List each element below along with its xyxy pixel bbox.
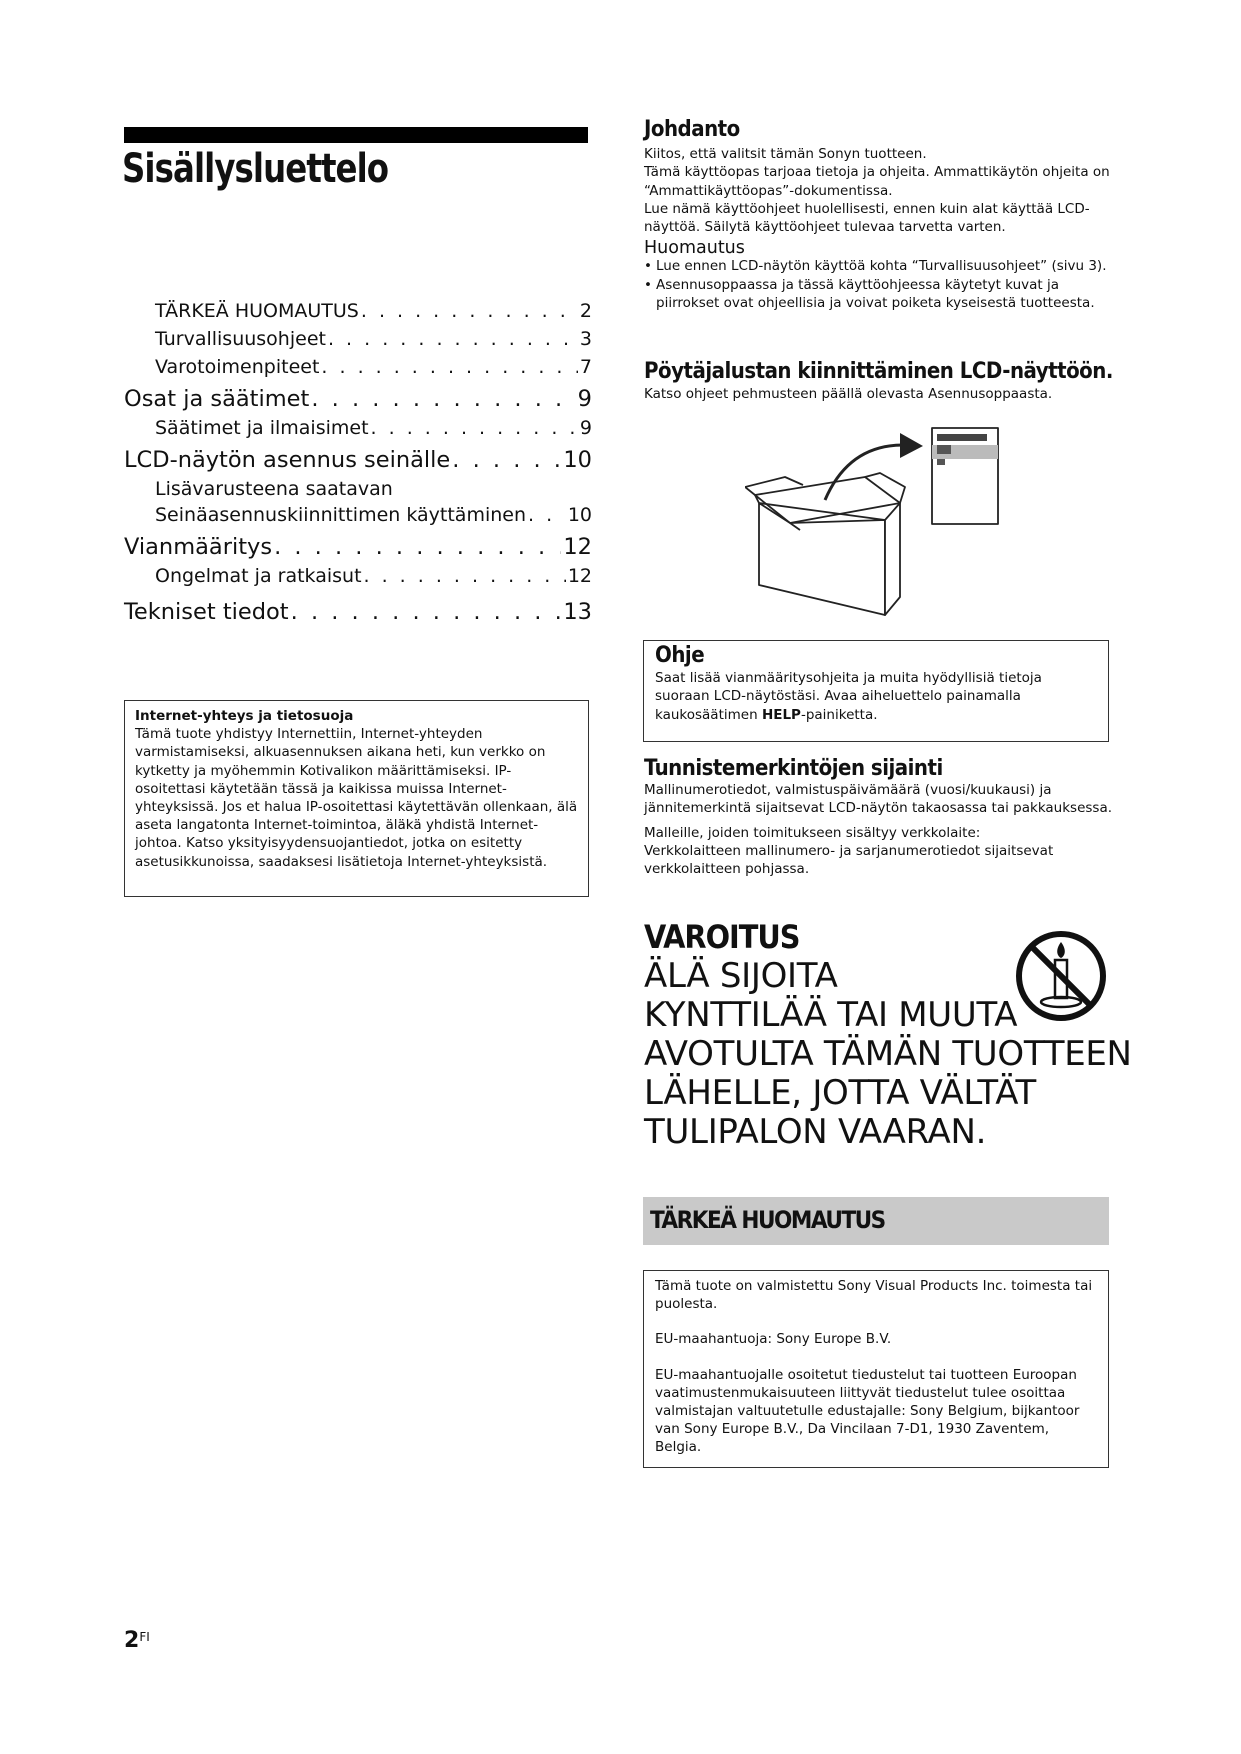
internet-privacy-box bbox=[124, 700, 589, 897]
paragraph: Verkkolaitteen mallinumero- ja sarjanumerotiedot sijaitsevat verkkolaitteen pohjassa. bbox=[644, 842, 1054, 878]
page-number: $2^{FI}$ bbox=[124, 1628, 150, 1653]
stand-section bbox=[644, 359, 1114, 403]
toc-entry[interactable]: LCD-näytön asennus seinälle . . . 10 bbox=[124, 447, 592, 478]
paragraph: Malleille, joiden toimitukseen sisältyy verkkolaite: bbox=[644, 824, 981, 841]
paragraph: EU-maahantuojalle osoitetut tiedustelut tai tuotteen Euroopan vaatimustenmukaisuuteen liittyvät tiedustelut tulee osoittaa valmistajan valtuutetulle edustajalle: Sony Belgium, bijkantoor van Sony Europe B.V., Da Vincilaan 7-D1, 1930 Zaventem, Belgia. bbox=[655, 1366, 1080, 1456]
ohje-box: Ohje Saat lisää vianmääritysohjeita ja muita hyödyllisiä tietoja suoraan LCD-näytöstäsi. Avaa aiheluettelo painamalla kaukosäätimen HELP-painiketta. bbox=[643, 640, 1109, 742]
paragraph: EU-maahantuoja: Sony Europe B.V. bbox=[655, 1331, 892, 1348]
list-item: • Asennusoppaassa ja tässä käyttöohjeessa käytetyt kuvat ja piirrokset ovat ohjeellisia ja voivat poiketa kyseisestä tuotteesta. bbox=[644, 276, 1114, 312]
warning-line: AVOTULTA TÄMÄN TUOTTEEN bbox=[644, 1034, 1132, 1074]
toc-entry[interactable]: Osat ja säätimet . . . 9 bbox=[124, 386, 592, 417]
labels-heading: Tunnistemerkintöjen sijainti bbox=[644, 756, 943, 781]
warning-line: TULIPALON VAARAN. bbox=[644, 1112, 987, 1152]
stand-heading: Pöytäjalustan kiinnittäminen LCD-näyttöön. bbox=[644, 359, 1113, 384]
box-manual-illustration bbox=[745, 425, 1005, 620]
warning-line: KYNTTILÄÄ TAI MUUTA bbox=[644, 995, 1018, 1035]
toc-entry[interactable]: Tekniset tiedot . . . 13 bbox=[124, 599, 592, 630]
internet-body: Tämä tuote yhdistyy Internettiin, Internet-yhteyden varmistamiseksi, alkuasennuksen aikana heti, kun verkko on kytketty ja myöhemmin Kotivalikon määrittämiseksi. IP-osoitettasi käytetään tässä ja kaikissa muissa Internet-yhteyksissä. Jos et halua IP-osoitettasi käytettävän ollenkaan, älä aseta langatonta Internet-toimintoa, äläkä yhdistä Internet-johtoa. Katso yksityisyydensuojantiedot, jotka on esitetty asetusikkunoissa, saadaksesi lisätietoja Internet-yhteyksistä. bbox=[135, 726, 578, 870]
table-of-contents bbox=[124, 300, 592, 630]
paragraph: Tämä käyttöopas tarjoaa tietoja ja ohjeita. Ammattikäytön ohjeita on “Ammattikäyttöopas”-dokumentissa. bbox=[644, 164, 1110, 199]
toc-entry[interactable]: Turvallisuusohjeet . . . 3 bbox=[124, 328, 592, 356]
toc-entry[interactable]: Vianmääritys . . . 12 bbox=[124, 534, 592, 565]
no-candle-icon bbox=[1015, 930, 1107, 1022]
internet-heading: Internet-yhteys ja tietosuoja bbox=[135, 708, 354, 724]
toc-entry[interactable]: Ongelmat ja ratkaisut . . . 12 bbox=[124, 565, 592, 593]
paragraph: Kiitos, että valitsit tämän Sonyn tuotteen. bbox=[644, 146, 927, 163]
toc-entry[interactable]: Varotoimenpiteet . . . 7 bbox=[124, 356, 592, 384]
note-list bbox=[644, 257, 1114, 312]
manufacturer-box bbox=[643, 1270, 1109, 1468]
warning-heading: VAROITUS bbox=[644, 918, 800, 956]
toc-title: Sisällysluettelo bbox=[122, 146, 389, 192]
manual-line bbox=[937, 434, 987, 441]
paragraph: Katso ohjeet pehmusteen päällä olevasta Asennusoppaasta. bbox=[644, 386, 1053, 403]
important-heading: TÄRKEÄ HUOMAUTUS bbox=[650, 1206, 885, 1234]
toc-entry[interactable]: Seinäasennuskiinnittimen käyttäminen . . . 10 bbox=[124, 504, 592, 532]
toc-entry[interactable]: Säätimet ja ilmaisimet . . . 9 bbox=[124, 417, 592, 445]
ohje-heading: Ohje bbox=[655, 643, 705, 668]
important-notice-banner bbox=[643, 1197, 1109, 1245]
labels-section bbox=[644, 756, 1114, 878]
johdanto-section bbox=[644, 117, 1114, 312]
johdanto-heading: Johdanto bbox=[644, 117, 740, 142]
help-button-label: HELP bbox=[761, 706, 801, 723]
warning-line: LÄHELLE, JOTTA VÄLTÄT bbox=[644, 1073, 1036, 1113]
warning-line: ÄLÄ SIJOITA bbox=[644, 956, 838, 996]
toc-entry[interactable]: TÄRKEÄ HUOMAUTUS . . . 2 bbox=[124, 300, 592, 328]
note-heading: Huomautus bbox=[644, 238, 745, 259]
title-bar bbox=[124, 127, 588, 143]
paragraph: Mallinumerotiedot, valmistuspäivämäärä (vuosi/kuukausi) ja jännitemerkintä sijaitsevat LCD-näytön takaosassa tai pakkauksessa. bbox=[644, 782, 1113, 817]
toc-entry-line1[interactable]: Lisävarusteena saatavan bbox=[155, 478, 393, 500]
list-item: • Lue ennen LCD-näytön käyttöä kohta “Turvallisuusohjeet” (sivu 3). bbox=[644, 257, 1114, 275]
paragraph: Tämä tuote on valmistettu Sony Visual Products Inc. toimesta tai puolesta. bbox=[655, 1278, 1093, 1313]
paragraph: Lue nämä käyttöohjeet huolellisesti, ennen kuin alat käyttää LCD-näyttöä. Säilytä käyttöohjeet tulevaa tarvetta varten. bbox=[644, 200, 1090, 236]
